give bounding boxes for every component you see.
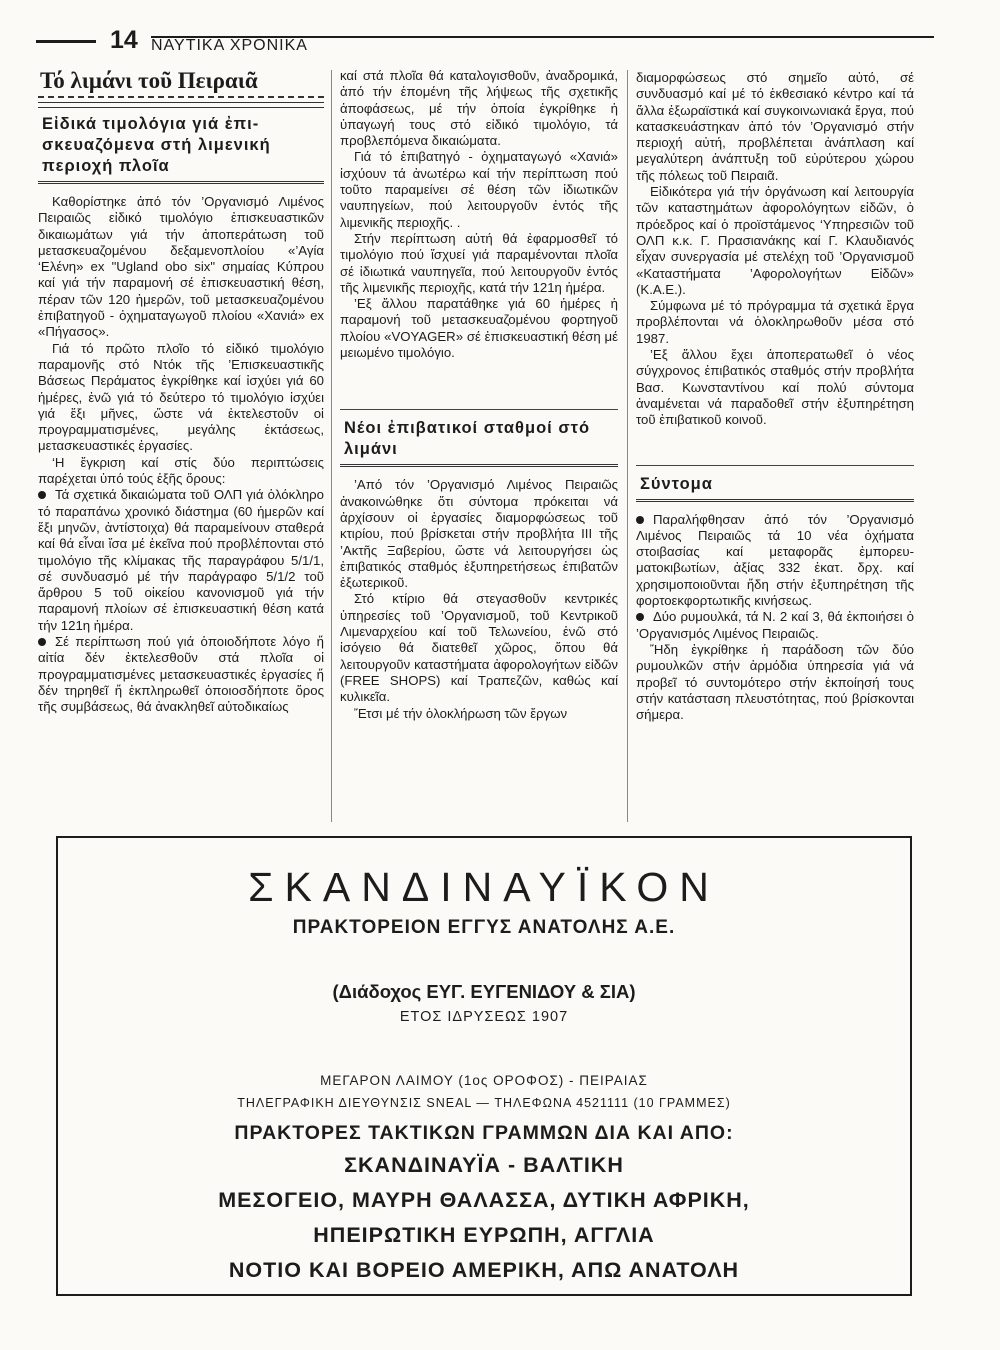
article2-continuation: ’Εξ ἄλλου ἔχει ἀποπερατωθεῖ ὁ νέος σύγχρονος ἐπιβατικός σταθμός στήν προβλήτα Βασ. Κωνσταντίνου καί πολύ σύντομα ἀναμένεται νά παραδοθεῖ στήν ἐξυπηρέτηση τοῦ ἐπιβατικοῦ κοινοῦ. (636, 347, 914, 428)
article1-paragraph: Καθορίστηκε ἀπό τόν ’Οργανισμό Λιμένος Πειραιῶς εἰδικό τιμολόγιο ἐπισκευαστικῶν δικαιωμάτων γιά τήν ἀποπεράτωση τοῦ μετασκευαζομένου δεξαμενοπλοίου «’Αγία ‘Ελένη» ex "Ugland obo six" σημαίας Κύπρου καί γιά τήν παραμονή σέ ἐπισκευαστική θέση, πέραν τῶν 120 ἡμερῶν, τοῦ μετασκευαζομένου ἐπιβατηγοῦ - ὀχηματαγωγοῦ πλοίου «Χανιά» ex «Πήγασος». (38, 194, 324, 340)
article2-continuation: διαμορφώσεως στό σημεῖο αὐτό, σέ συνδυασμό καί μέ τό ἐκθεσιακό κέντρο καί τά ἄλλα ἐξωραϊστικά καί συγκοινωνιακά ἔργα, πού κατασκευάστηκαν ἀπό τόν ’Οργανισμό στήν περιοχή αὐτή, προβλέπεται ἀνάπλαση καί μεγαλύτερη ἀνάπτυξη τοῦ εὐρύτερου χώρου τῆς πόλεως τοῦ Πειραιᾶ. (636, 70, 914, 183)
article3-bullet-text: Παραλήφθησαν ἀπό τόν ’Οργανισμό Λιμένος Πειραιῶς τά 10 νέα ὀχήματα στοιβασίας καί μεταφορᾶς ἐμπορευματοκιβωτίων, ἀξίας 332 ἑκατ. δρχ. καί χρησιμοποιοῦνται ἤδη στήν ἐξυπηρέτηση τῆς φορτοεκφορτωτικῆς κινήσεως. (636, 511, 914, 609)
article2-continuation: Σύμφωνα μέ τό πρόγραμμα τά σχετικά ἔργα προβλέπονται νά ὁλοκληρωθοῦν μέσα στό 1987. (636, 298, 914, 346)
article2-paragraph: ’Από τόν ’Οργανισμό Λιμένος Πειραιῶς ἀνακοινώθηκε ὅτι σύντομα πρόκειται νά ἀρχίσουν οἱ ἐργασίες διαμορφώσεως τοῦ κτιρίου, πού βρίσκεται στήν προβλήτα ΙΙΙ τῆς ’Ακτῆς Ξαβερίου, ὥστε νά λειτουργήσει ὡς ἐπιβατικός σταθμός ἐξυπηρετήσεως ἐπιβατῶν ἐξωτερικοῦ. (340, 477, 618, 591)
article1-continuation: ’Εξ ἄλλου παρατάθηκε γιά 60 ἡμέρες ἡ παραμονή τοῦ μετασκευαζομένου φορτηγοῦ πλοίου «VOYAGER» σέ ἐπισκευαστική θέση μέ μειωμένο τιμολόγιο. (340, 296, 618, 361)
article3-top-rule (636, 465, 914, 466)
article1-continuation: καί στά πλοῖα θά καταλογισθοῦν, ἀναδρομικά, ἀπό τήν ἑπομένη τῆς λήψεως τῆς σχετικῆς ἀποφάσεως, μέ τήν ὁποία ἐγκρίθηκε ἡ ὑπαγωγή τους στό εἰδικό τιμολόγιο, τά προβλεπόμενα δικαιώματα. (340, 68, 618, 149)
article1-bullet-text: Σέ περίπτωση πού γιά ὁποιοδήποτε λόγο ἤ αἰτία δέν ἐκτελεσθοῦν στά πλοῖα οἱ προγραμματισμένες μετασκευαστικές ἐργασίες ἤ δέν τηρηθεῖ ἤ ἐκπληρωθεῖ ὁποιοσδήποτε ὅρος τῆς συμβάσεως, θά ἀνακληθεῖ αὐτοδικαίως (38, 634, 324, 715)
article3-bullet (636, 609, 914, 642)
advertisement-box (56, 836, 912, 1296)
ad-subtitle: ΠΡΑΚΤΟΡΕΙΟΝ ΕΓΓΥΣ ΑΝΑΤΟΛΗΣ Α.Ε. (292, 917, 676, 938)
header-rule-left (36, 40, 96, 43)
ad-route: ΣΚΑΝΔΙΝΑΥΪΑ - ΒΑΛΤΙΚΗ (344, 1153, 624, 1177)
ad-founded: ΕΤΟΣ ΙΔΡΥΣΕΩΣ 1907 (399, 1009, 569, 1025)
section-kicker: Τό λιμάνι τοῦ Πειραιᾶ (40, 68, 258, 93)
article3-bullet (636, 512, 914, 610)
column-3 (636, 70, 914, 723)
ad-agents-line: ΠΡΑΚΤΟΡΕΣ ΤΑΚΤΙΚΩΝ ΓΡΑΜΜΩΝ ΔΙΑ ΚΑΙ ΑΠΟ: (234, 1122, 734, 1144)
bullet-icon (38, 491, 46, 499)
article2-paragraph: Ἔτσι μέ τήν ὁλοκλήρωση τῶν ἔργων (354, 705, 568, 721)
article1-bullet-text: Τά σχετικά δικαιώματα τοῦ ΟΛΠ γιά ὁλόκληρο τό παραπάνω χρονικό διάστημα (60 ἡμερῶν καί ἕξι μηνῶν, ἀντίστοιχα) θά παραμείνουν σταθερά καί θά εἶναι ἴσα μέ ἐκεῖνα πού προβλέπονται στό τιμολόγιο τῆς κλίμακας τῆς παραγράφου 5/1/1, σέ συνδυασμό μέ τήν παράγραφο 5/1/2 τοῦ ἄρθρου 5 τοῦ οἰκείου κανονισμοῦ γιά τήν παραμονή πλοίων σέ ἐπισκευαστική θέση κατά τήν 121η ἡμέρα. (38, 487, 324, 633)
column-2 (340, 68, 618, 722)
ad-telegraph: ΤΗΛΕΓΡΑΦΙΚΗ ΔΙΕΥΘΥΝΣΙΣ SNEAL — ΤΗΛΕΦΩΝΑ 4521111 (10 ΓΡΑΜΜΕΣ) (237, 1096, 731, 1110)
publication-name: ΝΑΥΤΙΚΑ ΧΡΟΝΙΚΑ (151, 37, 308, 54)
article3-bullet-text: Δύο ρυμουλκά, τά Ν. 2 καί 3, θά ἐκποιήσει ὁ ’Οργανισμός Λιμένος Πειραιῶς. (636, 609, 914, 641)
title-top-rule (38, 107, 324, 108)
kicker-rule (38, 96, 324, 103)
article1-continuation: Στήν περίπτωση αὐτή θά ἐφαρμοσθεῖ τό τιμολόγιο πού ἴσχυεί γιά παραμένονται πλοῖα σέ ἰδιωτικά ναυπηγεῖα, πού λειτουργοῦν ἐντός τῆς λιμενικῆς περιοχῆς, κατά τήν 121η ἡμέρα. (340, 230, 618, 295)
article1-bullet (38, 634, 324, 715)
bullet-icon (38, 638, 46, 646)
ad-route: ΜΕΣΟΓΕΙΟ, ΜΑΥΡΗ ΘΑΛΑΣΣΑ, ΔΥΤΙΚΗ ΑΦΡΙΚΗ, (218, 1188, 750, 1212)
ad-route: ΝΟΤΙΟ ΚΑΙ ΒΟΡΕΙΟ ΑΜΕΡΙΚΗ, ΑΠΩ ΑΝΑΤΟΛΗ (228, 1258, 740, 1282)
article1-title: Εἰδικά τιμολόγια γιά ἐπισκευαζόμενα στή λιμενική περιοχή πλοῖα (38, 114, 324, 184)
article1-bullet (38, 487, 324, 634)
ad-route: ΗΠΕΙΡΩΤΙΚΗ ΕΥΡΩΠΗ, ΑΓΓΛΙΑ (313, 1223, 655, 1247)
bullet-icon (636, 613, 644, 621)
column-1 (38, 68, 324, 716)
article1-paragraph: ‘Η ἔγκριση καί στίς δύο περιπτώσεις παρέχεται ὑπό τούς ἑξῆς ὅρους: (38, 454, 324, 487)
article2-paragraph: Στό κτίριο θά στεγασθοῦν κεντρικές ὑπηρεσίες τοῦ ’Οργανισμοῦ, τοῦ Κεντρικοῦ Λιμεναρχείου καί τοῦ Τελωνείου, ἐνῶ στό ἰσόγειο θά διατεθεῖ χῶρος, ὅπου θά λειτουργοῦν καταστήματα ἀφορολογήτων εἰδῶν (FREE SHOPS) καί Τραπεζῶν, καθώς καί κυλικεῖα. (340, 591, 618, 705)
article3-title: Σύντομα (636, 474, 914, 502)
article2-continuation: Εἰδικότερα γιά τήν ὀργάνωση καί λειτουργία τῶν καταστημάτων ἀφορολόγητων εἰδῶν, ὁ πρόεδρος καί ὁ προϊστάμενος ‘Υπηρεσιῶν τοῦ ΟΛΠ κ.κ. Γ. Πρασιανάκης καί Γ. Κλαυδιανός εἶχαν συνεργασία μέ στελέχη τοῦ ’Οργανισμοῦ «Καταστήματα ’Αφορολογήτων Εἰδῶν» (Κ.Α.Ε.). (636, 184, 914, 297)
column-divider (331, 70, 332, 822)
article1-paragraph: Γιά τό πρῶτο πλοῖο τό εἰδικό τιμολόγιο παραμονῆς στό Ντόκ τῆς ’Επισκευαστικῆς Βάσεως Περάματος ἐγκρίθηκε καί ἰσχύει γιά 60 ἡμέρες, ἐνῶ γιά τό δεύτερο τό τιμολόγιο ἰσχύει γιά ἕξι μῆνες, ὥστε νά ἐκτελεστοῦν οἱ προγραμματισμένες, μεγάλης ἐκτάσεως, μετασκευαστικές ἐργασίες. (38, 340, 324, 454)
article2-title: Νέοι ἐπιβατικοί σταθμοί στό λιμάνι (340, 418, 618, 467)
ad-successor: (Διάδοχος ΕΥΓ. ΕΥΓΕΝΙΔΟΥ & ΣΙΑ) (332, 981, 636, 1002)
page-number: 14 (110, 26, 138, 54)
ad-address: ΜΕΓΑΡΟΝ ΛΑΙΜΟΥ (1ος ΟΡΟΦΟΣ) - ΠΕΙΡΑΙΑΣ (320, 1073, 648, 1088)
article2-top-rule (340, 409, 618, 410)
article3-paragraph: Ἤδη ἐγκρίθηκε ἡ παράδοση τῶν δύο ρυμουλκῶν στήν ἁρμόδια ὑπηρεσία γιά νά προβεῖ τό συντομότερο στήν ἐκποίησή τους στήν κατάσταση πλευστότητας, πού βρίσκονται σήμερα. (636, 641, 914, 723)
ad-company-name: ΣΚΑΝΔΙΝΑΥΪΚΟΝ (248, 864, 720, 910)
article1-continuation: Γιά τό ἐπιβατηγό - ὀχηματαγωγό «Χανιά» ἰσχύουν τά ἀνωτέρω καί τήν περίπτωση πού τοῦτο παραμείνει σέ θέση τῶν ἰδιωτικῶν ναυπηγείων, πού λειτουργοῦν ἐντός τῆς λιμενικῆς περιοχῆς. . (340, 149, 618, 230)
bullet-icon (636, 516, 644, 524)
column-divider (627, 70, 628, 822)
